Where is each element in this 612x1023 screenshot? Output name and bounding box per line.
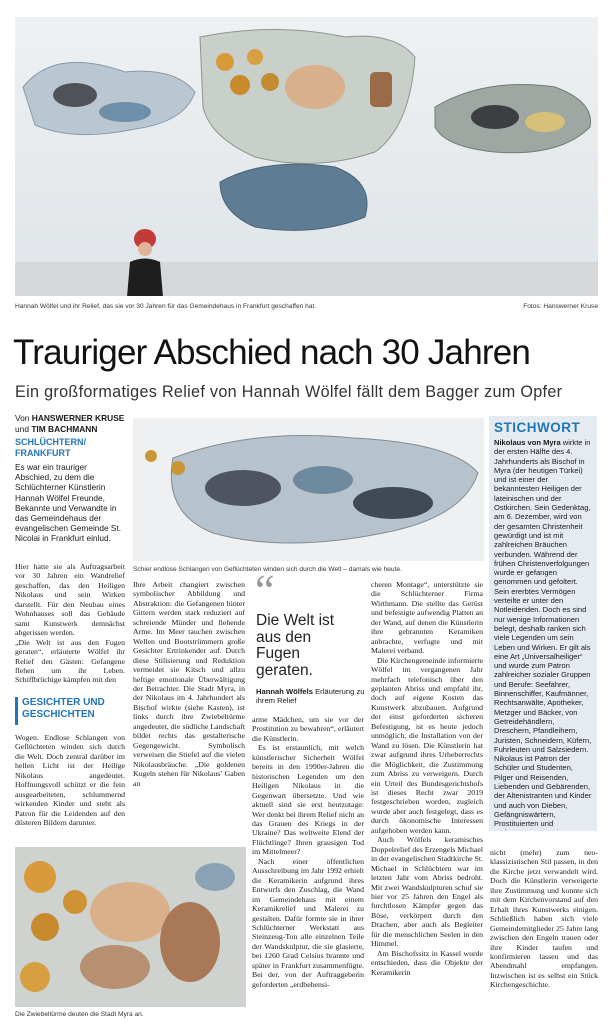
col3-para-1: arme Mädchen, um sie vor der Prostitution zu bewahren“, erläutert die Künstlerin. — [252, 715, 364, 743]
relief-photo-bottom — [15, 847, 246, 1007]
col1-para-1: Hier hatte sie als Auftragsarbeit vor 30 Jahren ein Wandrelief geschaffen, das den Heiligen Nikolaus und sein Wirken darstellt. Für den Neubau eines Wohnhauses soll das Gebäude samt Kunstwerk demnächst abgerissen werden. — [15, 562, 125, 638]
col1-para-3: Wogen. Endlose Schlangen von Geflüchteten winden sich durch die Welt. Doch zentral darüber im hellen Licht ist der Heilige Nikolaus angedeutet. Hoffnungsvoll schützt er die fein ausgearbeiteten, schlummernd wirkenden Kinder und steht als Patron für die Leidenden auf den düsteren Bildern darunter. — [15, 733, 125, 828]
quote-author: Hannah Wölfels — [256, 687, 313, 696]
article-col-3 — [252, 715, 364, 1017]
article-col-1 — [15, 562, 125, 692]
col1-para-2: „Die Welt ist aus den Fugen geraten“, erläuterte Wölfel ihr Relief den Gästen: Gefangene flehen um ihr Leben. Schiffbrüchige kämpfen mit den — [15, 637, 125, 685]
photo-credit: Fotos: Hanswerner Kruse — [523, 303, 598, 310]
stichwort-box — [489, 416, 597, 831]
col3-para-3: Nach einer öffentlichen Ausschreibung im Jahr 1992 erhielt die Keramikerin aufgrund ihres Entwurfs den Zuschlag, die Wand im Gemeindehaus mit einem Keramikrelief und Malerei zu gestalten. Dafür formte sie in ihrer Schlüchterner Werkstatt aus Steinzeug-Ton alle einzelnen Teile der Wandskulptur, die sie glasierte, bei 1260 Grad Celsius brannte und später in Frankfurt zusammenfügte. Bei der, von der Auftraggeberin geforderten „erdbebensi- — [252, 856, 364, 989]
author-2: TIM BACHMANN — [31, 423, 98, 434]
byline-und: und — [15, 423, 29, 434]
col4-para-1: cheren Montage“, unterstützte sie die Schlüchterner Firma Wirthmann. Die stellte das Gerüst und befestigte aufwendig Platten an der Wand, auf denen die Künstlerin ihre gebrannten Keramiken anbrachte, verfugte und mit Malerei verband. — [371, 580, 483, 656]
headline: Trauriger Abschied nach 30 Jahren — [13, 333, 531, 372]
stichwort-body: wirkte in der ersten Hälfte des 4. Jahrhunderts als Bischof in Myra (der heutigen Türkei) und ist einer der bekanntesten Heiligen der lateinischen und der Ostkirchen. Sein Gedenktag, am 6. Dezember, wird von der gesamten Christenheit gewürdigt und ist mit zahlreichen Bräuchen verbunden. Während der frühen Christenverfolgungen wurde er gefangen genommen und gefoltert. Sein ererbtes Vermögen verteilte er unter den Notleidenden. Doch es sind nur wenige Informationen belegt, deshalb ranken sich viele Legenden um sein Leben und Wirken. Er gilt als eine Art „Universalheiliger“ und wurde zum Patron zahlreicher sozialer Gruppen und Berufe: Seefahrer, Binnenschiffer, Kaufmänner, Rechtsanwälte, Apotheker, Metzger und Bäcker, von Getreidehändlern, Dreschern, Pfandleihern, Juristen, Schneidern, Küfern, Fuhrleuten und Salzsiedern. Nikolaus ist Patron der Schüler und Studenten, Pilger und Reisenden, Liebenden und Gebärenden, der Altenistranten und Kinder und auch von Dieben, Gefängniswärtern, Prostituierten und — [494, 438, 592, 829]
dateline-line1: SCHLÜCHTERN/ — [15, 437, 86, 447]
photo-caption-bottom: Die Zwiebeltürme deuten die Stadt Myra an. — [15, 1011, 144, 1018]
article-col-1-cont — [15, 733, 125, 833]
relief-wall-illustration — [15, 17, 598, 296]
dateline — [15, 437, 125, 459]
photo-caption-top: Hannah Wölfel und ihr Relief, das sie vor 30 Jahren für das Gemeindehaus in Frankfurt geschaffen hat. — [15, 303, 317, 310]
subhead-gesichter: GESICHTER UND GESCHICHTEN — [22, 697, 105, 720]
col3-para-2: Es ist erstaunlich, mit welch künstlerischer Sicherheit Wölfel bereits in den 1990er-Jahren die historischen Legenden um den Heiligen Nikolaus in die Gegenwart übersetzte. Und wie aktuell sind sie erst heutzutage: Wer denkt bei ihrem Relief nicht an das Grauen des Kriegs in der Ukraine? Das weltweite Elend der Flüchtlinge? Ihren grausigen Tod im Mittelmeer? — [252, 743, 364, 857]
quote-mark-icon: “ — [255, 566, 275, 615]
pull-quote: Die Welt ist aus den Fugen geraten. — [256, 612, 335, 679]
dateline-line2: FRANKFURT — [15, 448, 71, 458]
quote-attribution — [256, 687, 366, 705]
relief-photo-top — [15, 17, 598, 296]
stichwort-text — [494, 438, 592, 830]
subhead-bar — [15, 697, 18, 725]
quote-context: Erläuterung zu ihrem Relief — [256, 687, 365, 706]
article-col-4 — [371, 580, 483, 1017]
article-col-2 — [133, 580, 245, 832]
stichwort-title: STICHWORT — [494, 420, 581, 435]
col5-para-1: nicht (mehr) zum neo-klassizistischen Stil passen, in den die Kirche jetzt verwandelt wird. Doch die Künstlerin verweigerte ihre Zustimmung und konnte sich mit dem Kirchenvorstand auf den Erhalt ihres Kunstwerks einigen. Schließlich haben sich viele Gemeindemitglieder 25 Jahre lang zwischen den Engeln trauen oder ihre Kinder taufen und konfirmieren lassen und das Abendmahl empfangen. Inzwischen ist es selbst ein Stück Kirchengeschichte. — [490, 848, 598, 990]
zwiebeltuerme-illustration — [15, 847, 246, 1007]
byline — [15, 413, 125, 434]
relief-photo-middle — [133, 418, 484, 561]
relief-detail-illustration — [133, 418, 484, 561]
col4-para-3: Auch Wölfels keramisches Doppelrelief des Erzengels Michael in der evangelischen Stadtkirche St. Michael in Schlüchtern war im letzten Jahr vom Abriss bedroht. Mit zwei Wandskulpturen schuf sie hier vor 25 Jahren den Engel als furchtlosen Kämpfer gegen das Böse, verkörpert durch den Drachen, aber auch als Begleiter für die menschlichen Seelen in den Himmel. — [371, 835, 483, 949]
subheadline: Ein großformatiges Relief von Hannah Wölfel fällt dem Bagger zum Opfer — [15, 383, 563, 401]
col4-para-4: Am Bischofssitz in Kassel wurde entschieden, dass die Objekte der Keramikerin — [371, 948, 483, 977]
col2-para-1: Ihre Arbeit changiert zwischen symbolischer Abbildung und Abstraktion: die Gefangenen hinter Gittern werden stark reduziert auf schreiende Münder und flehende Arme. Im Meer tauchen zwischen Wellen und Bootstrümmern große Gesichter Ertrinkender auf. Durch diese Stilisierung und Reduktion vermeidet sie Kitsch und allzu heftige emotionale Überwältigung der Betrachter. Die Stadt Myra, in der Nikolaus im 4. Jahrhundert als Bischof wirkte (siehe Kasten), ist links durch ihre Zwiebeltürme angedeutet, die südliche Landschaft bildet rechts das gestalterische Gegengewicht. Symbolisch verweisen die Stiefel auf die vielen Nikolausbräuche. „Die goldenen Kugeln stehen für Nikolaus’ Gaben an — [133, 580, 245, 788]
col4-para-2: Die Kirchengemeinde informierte Wölfel im vergangenen Jahr mehrfach telefonisch über den geplanten Abriss und empfahl ihr, doch auf eigene Kosten das Kunstwerk abzubauen. Aufgrund der einst geforderten sicheren Befestigung, ist es heute jedoch unmöglich, die Installation von der Wand zu lösen. Die Künstlerin hat zwar aufgrund ihres Urheberrechts die Möglichkeit, die Zustimmung zum Abriss zu verweigern. Durch ein Urteil des Bundesgerichtshofs ist dieses Recht zwar 2019 festgeschrieben worden, zugleich wurde aber auch festgelegt, dass es durch ökonomische Interessen aufgehoben werden kann. — [371, 655, 483, 835]
author-1: HANSWERNER KRUSE — [31, 413, 125, 423]
article-lead: Es war ein trauriger Abschied, zu dem die Schlüchterner Künstlerin Hannah Wölfel Freunde, Bekannte und Verwandte in das Gemeindehaus der evangelischen Gemeinde St. Nicolai in Frankfurt einlud. — [15, 462, 122, 544]
byline-von: Von — [15, 413, 30, 423]
article-col-5 — [490, 848, 598, 1018]
stichwort-lead: Nikolaus von Myra — [494, 438, 561, 447]
photo-caption-middle: Schier endlose Schlangen von Geflüchteten winden sich durch die Welt – damals wie heute. — [133, 566, 402, 573]
